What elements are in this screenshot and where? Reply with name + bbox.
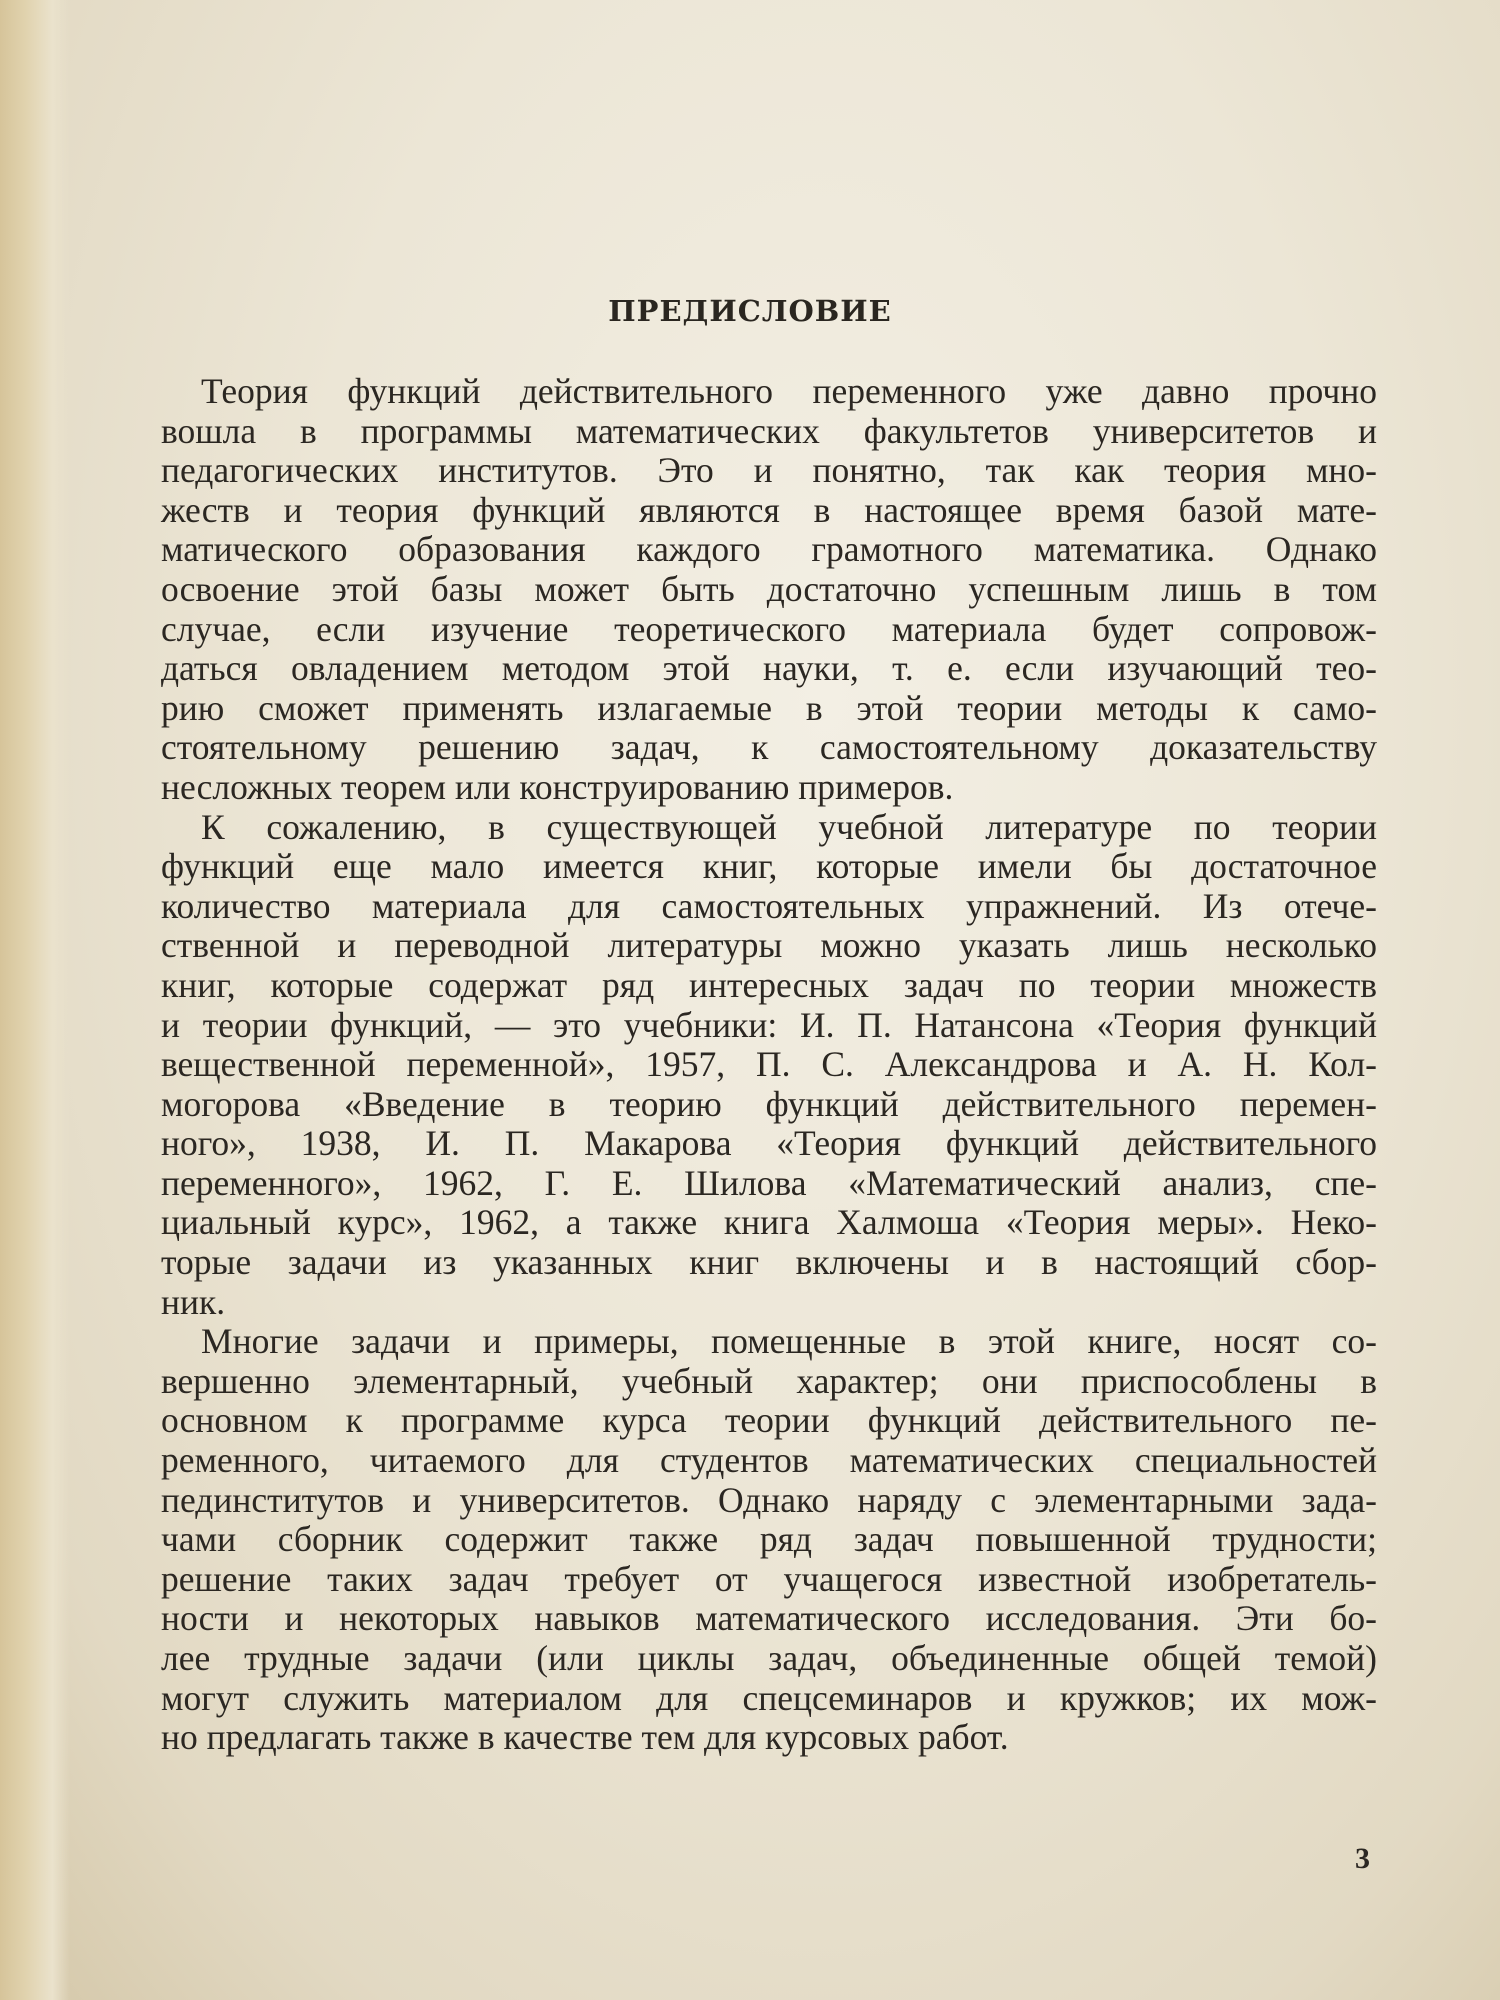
text-line: пединститутов и университетов. Однако наряду с элементарными зада- [161, 1479, 1377, 1520]
text-line: Многие задачи и примеры, помещенные в этой книге, носят со- [201, 1321, 1377, 1362]
text-line: ности и некоторых навыков математического исследования. Эти бо- [161, 1598, 1377, 1639]
text-line: ник. [161, 1281, 226, 1322]
text-line: случае, если изучение теоретического материала будет сопровож- [161, 608, 1377, 649]
page-number: 3 [1355, 1842, 1370, 1875]
text-line: лее трудные задачи (или циклы задач, объединенные общей темой) [161, 1638, 1377, 1678]
page-title: ПРЕДИСЛОВИЕ [608, 294, 892, 328]
text-line: решение таких задач требует от учащегося известной изобретатель- [161, 1558, 1377, 1599]
text-line: вещественной переменной», 1957, П. С. Александрова и А. Н. Кол- [161, 1044, 1377, 1085]
text-line: чами сборник содержит также ряд задач повышенной трудности; [161, 1519, 1377, 1560]
text-line: торые задачи из указанных книг включены и в настоящий сбор- [161, 1242, 1377, 1283]
text-line: ременного, читаемого для студентов математических специальностей [161, 1440, 1377, 1481]
text-line: ного», 1938, И. П. Макарова «Теория функций действительного [161, 1123, 1377, 1164]
text-line: основном к программе курса теории функций действительного пе- [161, 1400, 1377, 1441]
text-line: матического образования каждого грамотного математика. Однако [161, 529, 1377, 570]
text-line: переменного», 1962, Г. Е. Шилова «Математический анализ, спе- [161, 1162, 1377, 1203]
text-line: вершенно элементарный, учебный характер; они приспособлены в [161, 1360, 1377, 1401]
text-line: вошла в программы математических факультетов университетов и [161, 410, 1377, 451]
text-line: даться овладением методом этой науки, т. е. если изучающий тео- [161, 648, 1377, 689]
text-line: жеств и теория функций являются в настоящее время базой мате- [161, 489, 1377, 530]
text-line: рию сможет применять излагаемые в этой теории методы к само- [161, 687, 1377, 728]
paragraph-2 [161, 808, 1377, 1323]
text-line: К сожалению, в существующей учебной литературе по теории [201, 806, 1377, 847]
text-line: и теории функций, — это учебники: И. П. Натансона «Теория функций [161, 1004, 1377, 1045]
preface-body [161, 372, 1377, 1758]
text-line: освоение этой базы может быть достаточно успешным лишь в том [161, 568, 1377, 609]
text-line: Теория функций действительного переменного уже давно прочно [201, 371, 1377, 411]
text-line: но предлагать также в качестве тем для курсовых работ. [161, 1717, 1009, 1758]
text-line: книг, которые содержат ряд интересных задач по теории множеств [161, 964, 1377, 1005]
text-line: ственной и переводной литературы можно указать лишь несколько [161, 925, 1377, 966]
text-line: могорова «Введение в теорию функций действительного перемен- [161, 1083, 1377, 1124]
text-line: циальный курс», 1962, а также книга Халмоша «Теория меры». Неко- [161, 1202, 1377, 1243]
text-line: стоятельному решению задач, к самостоятельному доказательству [161, 727, 1377, 768]
text-line: могут служить материалом для спецсеминаров и кружков; их мож- [161, 1677, 1377, 1718]
text-line: функций еще мало имеется книг, которые имели бы достаточное [161, 846, 1377, 887]
paragraph-1 [161, 372, 1377, 808]
text-line: количество материала для самостоятельных упражнений. Из отече- [161, 885, 1377, 926]
text-line: педагогических институтов. Это и понятно, так как теория мно- [161, 450, 1377, 491]
text-line: несложных теорем или конструированию примеров. [161, 766, 954, 807]
paragraph-3 [161, 1322, 1377, 1758]
